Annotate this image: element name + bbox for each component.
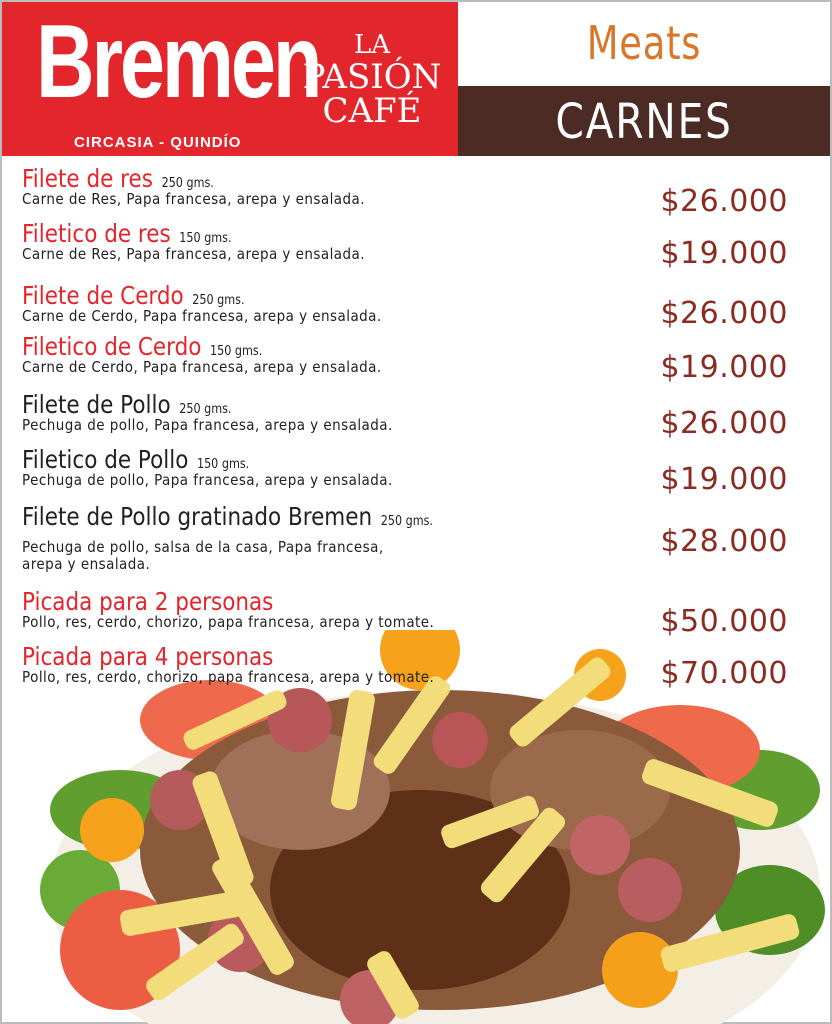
menu-item-filetico-cerdo — [22, 334, 662, 376]
menu-item-filete-cerdo — [22, 283, 662, 325]
item-description: Carne de Cerdo, Papa francesa, arepa y ensalada. — [22, 358, 382, 376]
item-name: Filete de Cerdo 250 gms. — [22, 281, 245, 310]
item-price: $28.000 — [660, 524, 788, 559]
section-title-english-block — [458, 2, 830, 86]
brand-sub-pasion: PASIÓN — [302, 57, 442, 97]
item-weight: 150 gms. — [179, 231, 232, 246]
item-description: Pechuga de pollo, salsa de la casa, Papa francesa, — [22, 538, 384, 556]
brand-sub-cafe: CAFÉ — [322, 91, 422, 131]
menu-item-filete-pollo — [22, 392, 662, 434]
menu-item-filete-res — [22, 166, 662, 208]
item-description: Pechuga de pollo, Papa francesa, arepa y ensalada. — [22, 416, 393, 434]
item-price: $26.000 — [660, 296, 788, 331]
item-price: $19.000 — [660, 350, 788, 385]
brand-location: CIRCASIA - QUINDÍO — [74, 134, 242, 151]
item-name: Filete de Pollo gratinado Bremen 250 gms. — [22, 502, 433, 531]
menu-item-filetico-pollo — [22, 447, 662, 489]
item-name: Picada para 4 personas — [22, 642, 274, 671]
item-price: $70.000 — [660, 656, 788, 691]
brand-logo-text: Bremen — [36, 4, 320, 120]
item-weight: 250 gms. — [192, 293, 245, 308]
item-name: Filetico de Pollo 150 gms. — [22, 445, 250, 474]
section-title-spanish: CARNES — [555, 94, 733, 150]
item-weight: 150 gms. — [196, 457, 250, 472]
item-weight: 250 gms. — [179, 402, 232, 417]
menu-item-filetico-res — [22, 221, 662, 263]
item-name: Filete de Pollo 250 gms. — [22, 390, 232, 419]
item-name: Filetico de Cerdo 150 gms. — [22, 332, 263, 361]
item-name: Filete de res 250 gms. — [22, 164, 214, 193]
item-weight: 250 gms. — [161, 176, 214, 191]
item-price: $19.000 — [660, 236, 788, 271]
item-price: $50.000 — [660, 604, 788, 639]
section-title-english: Meats — [586, 16, 702, 70]
section-title-spanish-block — [458, 86, 830, 156]
item-description: Pollo, res, cerdo, chorizo, papa francesa, arepa y tomate. — [22, 668, 435, 686]
item-description: Carne de Res, Papa francesa, arepa y ensalada. — [22, 245, 365, 263]
brand-sub-la: LA — [353, 30, 391, 60]
item-description: Carne de Res, Papa francesa, arepa y ensalada. — [22, 190, 365, 208]
menu-item-picada-2 — [22, 589, 662, 631]
item-weight: 250 gms. — [380, 514, 433, 529]
item-price: $26.000 — [660, 184, 788, 219]
item-description: Pollo, res, cerdo, chorizo, papa francesa, arepa y tomate. — [22, 613, 435, 631]
menu-item-filete-pollo-gratinado — [22, 504, 662, 573]
item-description-line2: arepa y ensalada. — [22, 555, 151, 573]
item-description: Carne de Cerdo, Papa francesa, arepa y ensalada. — [22, 307, 382, 325]
item-description: Pechuga de pollo, Papa francesa, arepa y ensalada. — [22, 471, 393, 489]
brand-block — [2, 2, 458, 156]
item-weight: 150 gms. — [210, 344, 263, 359]
brand-subtitle — [292, 30, 452, 131]
item-name: Picada para 2 personas — [22, 587, 274, 616]
item-price: $26.000 — [660, 406, 788, 441]
item-name: Filetico de res 150 gms. — [22, 219, 232, 248]
item-price: $19.000 — [660, 462, 788, 497]
menu-item-picada-4 — [22, 644, 662, 686]
